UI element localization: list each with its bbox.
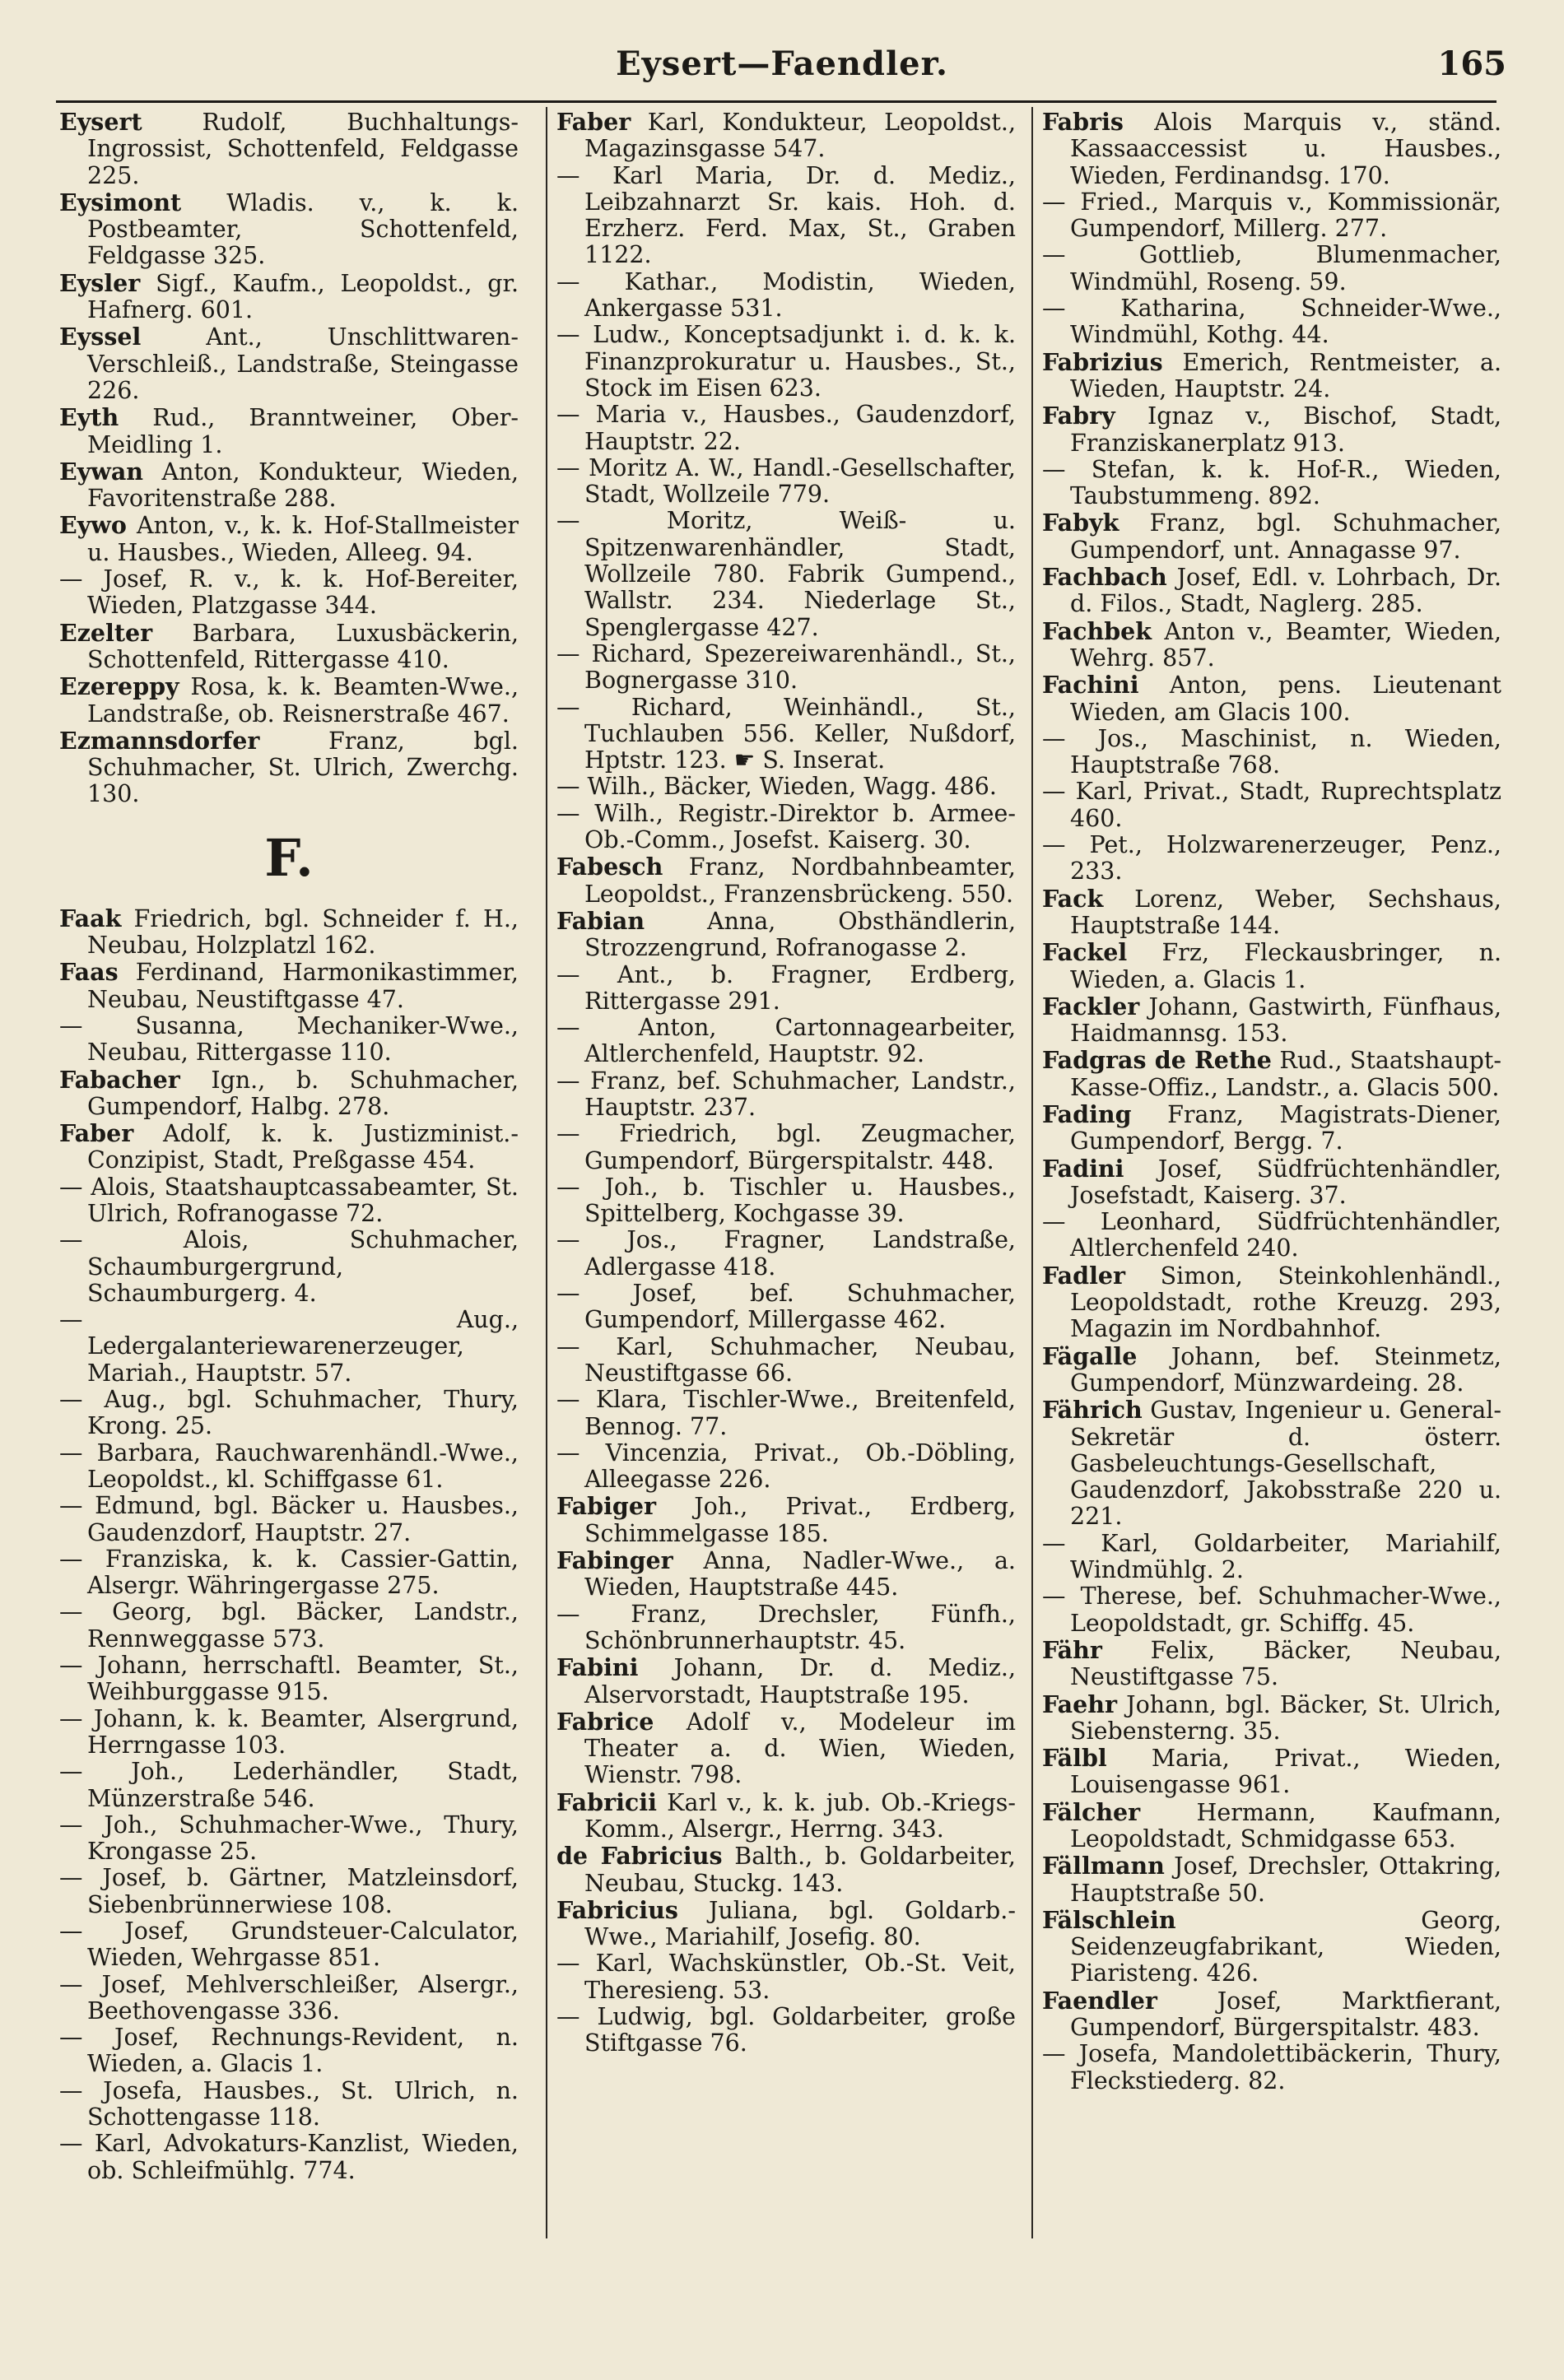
entry-details: Balth., b. Goldarbeiter, Neubau, Stuckg. 143. [584, 1843, 1016, 1897]
directory-entry [59, 1120, 519, 1174]
entry-details: — Wilh., Registr.-Direktor b. Armee-Ob.-Comm., Josefst. Kaiserg. 30. [556, 799, 1016, 854]
directory-entry [59, 2024, 519, 2078]
entry-details: Georg, Seidenzeugfabrikant, Wieden, Piaristeng. 426. [1070, 1906, 1501, 1987]
directory-entry [1042, 1047, 1501, 1101]
entry-surname: Faber [59, 1119, 134, 1148]
entry-details: Anton v., Beamter, Wieden, Wehrg. 857. [1070, 617, 1501, 672]
entry-details: — Ant., b. Fragner, Erdberg, Rittergasse 291. [556, 960, 1016, 1015]
directory-entry [1042, 672, 1501, 726]
page-title: Eysert—Faendler. [616, 44, 948, 83]
directory-entry [1042, 1262, 1501, 1343]
directory-entry [1042, 109, 1501, 189]
directory-entry [59, 1759, 519, 1812]
entry-surname: Eywan [59, 457, 144, 486]
entry-surname: Eyssel [59, 323, 142, 351]
entry-details: Frz, Fleckausbringer, n. Wieden, a. Glacis 1. [1070, 939, 1502, 993]
entry-surname: Fägalle [1042, 1341, 1138, 1370]
entry-surname: Eysimont [59, 188, 182, 216]
entry-details: — Johann, herrschaftl. Beamter, St., Weihburggasse 915. [59, 1652, 519, 1706]
directory-entry [556, 774, 1016, 800]
directory-entry [1042, 1343, 1501, 1397]
entry-details: Juliana, bgl. Goldarb.-Wwe., Mariahilf, Josefig. 80. [584, 1896, 1016, 1951]
entry-details: — Karl, Privat., Stadt, Ruprechtsplatz 460. [1042, 778, 1501, 832]
header-rule [56, 100, 1497, 103]
directory-entry [59, 1546, 519, 1600]
directory-entry [556, 1440, 1016, 1494]
entry-surname: Fälcher [1042, 1797, 1141, 1826]
entry-details: Anton, v., k. k. Hof-Stallmeister u. Hausbes., Wieden, Alleeg. 94. [87, 512, 519, 566]
directory-entry [556, 508, 1016, 640]
entry-surname: Eywo [59, 511, 127, 540]
directory-entry [59, 1440, 519, 1494]
directory-entry [1042, 939, 1501, 993]
directory-entry [59, 673, 519, 727]
entry-surname: Fack [1042, 884, 1104, 913]
directory-entry [59, 109, 519, 189]
directory-entry [556, 908, 1016, 962]
directory-entry [1042, 1155, 1501, 1210]
directory-entry [1042, 726, 1501, 779]
entry-details: — Katharina, Schneider-Wwe., Windmühl, Kothg. 44. [1042, 295, 1501, 349]
entry-details: Friedrich, bgl. Schneider f. H., Neubau, Holzplatzl 162. [87, 904, 519, 960]
entry-details: — Joh., Lederhändler, Stadt, Münzerstraße 546. [59, 1758, 519, 1812]
entry-surname: Fällmann [1042, 1852, 1165, 1880]
entry-surname: Fabris [1042, 108, 1124, 136]
directory-entry [556, 455, 1016, 509]
entry-details: Josef, Drechsler, Ottakring, Hauptstraße 50. [1070, 1852, 1502, 1907]
entry-details: Franz, bgl. Schuhmacher, Gumpendorf, unt. Annagasse 97. [1070, 509, 1502, 564]
directory-entry [59, 1227, 519, 1307]
entry-surname: Fabry [1042, 402, 1115, 430]
entry-surname: Eysler [59, 268, 141, 297]
directory-entry [1042, 1583, 1501, 1637]
entry-surname: Fackel [1042, 938, 1128, 967]
entry-details: Barbara, Luxusbäckerin, Schottenfeld, Rittergasse 410. [87, 619, 519, 673]
directory-entry [556, 962, 1016, 1016]
directory-entry [59, 2131, 519, 2184]
directory-entry [1042, 993, 1501, 1048]
entry-details: — Maria v., Hausbes., Gaudenzdorf, Hauptstr. 22. [556, 401, 1016, 455]
entry-details: — Aug., Ledergalanteriewarenerzeuger, Mariah., Hauptstr. 57. [59, 1306, 519, 1387]
directory-entry [1042, 349, 1501, 403]
directory-entry [59, 512, 519, 566]
directory-entry [1042, 295, 1501, 349]
entry-details: — Karl, Wachskünstler, Ob.-St. Veit, Theresieng. 53. [556, 1950, 1016, 2004]
entry-details: — Josefa, Mandolettibäckerin, Thury, Fleckstiederg. 82. [1042, 2040, 1501, 2094]
directory-entry [59, 323, 519, 404]
entry-details: Franz, bgl. Schuhmacher, St. Ulrich, Zwerchg. 130. [87, 727, 519, 808]
entry-details: — Jos., Maschinist, n. Wieden, Hauptstraße 768. [1042, 724, 1501, 779]
entry-details: Karl v., k. k. jub. Ob.-Kriegs-Komm., Alsergr., Herrng. 343. [584, 1788, 1016, 1843]
directory-entry [556, 1654, 1016, 1708]
directory-entry [556, 1950, 1016, 2004]
directory-entry [59, 1013, 519, 1067]
entry-details: Franz, Nordbahnbeamter, Leopoldst., Franzensbrückeng. 550. [584, 853, 1016, 908]
entry-details: — Josefa, Hausbes., St. Ulrich, n. Schottengasse 118. [59, 2076, 519, 2131]
entry-details: Adolf, k. k. Justizminist.-Conzipist, Stadt, Preßgasse 454. [87, 1120, 519, 1174]
entry-details: — Richard, Weinhändl., St., Tuchlauben 556. Keller, Nußdorf, Hptstr. 123. ☛ S. Inserat. [556, 693, 1016, 774]
directory-entry [556, 322, 1016, 402]
directory-entry [556, 1281, 1016, 1334]
page-number: 165 [1437, 44, 1506, 83]
entry-details: — Georg, bgl. Bäcker, Landstr., Rennweggasse 573. [59, 1598, 519, 1653]
entry-surname: Ezereppy [59, 672, 179, 701]
entry-surname: Fabacher [59, 1065, 180, 1094]
directory-entry [556, 1174, 1016, 1228]
entry-details: — Franz, Drechsler, Fünfh., Schönbrunnerhauptstr. 45. [556, 1600, 1016, 1654]
directory-entry [59, 1493, 519, 1546]
entry-details: Simon, Steinkohlenhändl., Leopoldstadt, rothe Kreuzg. 293, Magazin im Nordbahnhof. [1070, 1262, 1501, 1343]
entry-details: — Jos., Fragner, Landstraße, Adlergasse 418. [556, 1226, 1016, 1281]
entry-details: — Moritz, Weiß- u. Spitzenwarenhändler, Stadt, Wollzeile 780. Fabrik Gumpend., Wallstr. 234. Niederlage St., Spenglergasse 427. [556, 507, 1016, 641]
directory-entry [59, 1653, 519, 1706]
directory-entry [1042, 402, 1501, 457]
directory-entry [59, 1307, 519, 1387]
entry-details: — Karl, Goldarbeiter, Mariahilf, Windmühlg. 2. [1042, 1529, 1501, 1584]
column-divider [1031, 107, 1033, 2238]
entry-details: Gustav, Ingenieur u. General-Sekretär d. österr. Gasbeleuchtungs-Gesellschaft, Gaudenzdorf, Jakobsstraße 220 u. 221. [1070, 1397, 1501, 1531]
entry-details: Adolf v., Modeleur im Theater a. d. Wien, Wieden, Wienstr. 798. [584, 1708, 1016, 1789]
entry-surname: Faber [556, 108, 631, 136]
directory-entry [59, 1865, 519, 1918]
entry-details: — Ludwig, bgl. Goldarbeiter, große Stiftgasse 76. [556, 2003, 1016, 2057]
directory-entry [556, 109, 1016, 163]
directory-entry [59, 189, 519, 270]
entry-details: — Josef, bef. Schuhmacher, Gumpendorf, Millergasse 462. [556, 1280, 1016, 1334]
entry-details: Anna, Obsthändlerin, Strozzengrund, Rofranogasse 2. [584, 907, 1017, 962]
directory-entry [59, 905, 519, 960]
entry-surname: Fadgras de Rethe [1042, 1046, 1272, 1075]
directory-entry [1042, 1209, 1501, 1262]
entry-details: — Aug., bgl. Schuhmacher, Thury, Krong. 25. [59, 1386, 519, 1440]
directory-entry [1042, 509, 1501, 564]
entry-surname: Eysert [59, 108, 142, 136]
directory-entry [59, 1599, 519, 1653]
directory-entry [1042, 1691, 1501, 1745]
entry-details: — Leonhard, Südfrüchtenhändler, Altlerchenfeld 240. [1042, 1208, 1501, 1262]
entry-surname: Fabian [556, 906, 645, 935]
directory-entry [1042, 457, 1501, 510]
entry-surname: Fabrice [556, 1707, 654, 1736]
directory-entry [59, 458, 519, 513]
entry-details: Wladis. v., k. k. Postbeamter, Schottenfeld, Feldgasse 325. [87, 188, 519, 270]
directory-entry [59, 1812, 519, 1866]
entry-surname: de Fabricius [556, 1842, 723, 1871]
entry-details: Ignaz v., Bischof, Stadt, Franziskanerplatz 913. [1070, 402, 1502, 457]
entry-details: Anton, pens. Lieutenant Wieden, am Glacis 100. [1070, 672, 1501, 726]
entry-details: Lorenz, Weber, Sechshaus, Hauptstraße 144. [1070, 885, 1501, 939]
entry-surname: Fadler [1042, 1261, 1126, 1290]
entry-details: — Alois, Schuhmacher, Schaumburgergrund, Schaumburgerg. 4. [59, 1226, 519, 1307]
entry-details: Ferdinand, Harmonikastimmer, Neubau, Neustiftgasse 47. [87, 959, 519, 1013]
entry-details: Karl, Kondukteur, Leopoldst., Magazinsgasse 547. [584, 109, 1017, 163]
directory-entry [59, 959, 519, 1013]
entry-details: — Karl, Schuhmacher, Neubau, Neustiftgasse 66. [556, 1332, 1016, 1387]
entry-surname: Ezelter [59, 618, 153, 647]
entry-details: — Franz, bef. Schuhmacher, Landstr., Hauptstr. 237. [556, 1067, 1016, 1121]
directory-entry [556, 1601, 1016, 1655]
column-2 [556, 109, 1016, 2057]
directory-entry [556, 1387, 1016, 1440]
entry-surname: Fachbek [1042, 616, 1152, 645]
entry-details: — Franziska, k. k. Cassier-Gattin, Alsergr. Währingergasse 275. [59, 1545, 519, 1600]
directory-entry [556, 853, 1016, 908]
entry-details: — Josef, Grundsteuer-Calculator, Wieden, Wehrgasse 851. [59, 1917, 519, 1972]
entry-details: — Edmund, bgl. Bäcker u. Hausbes., Gaudenzdorf, Hauptstr. 27. [59, 1492, 519, 1546]
entry-surname: Fabricius [556, 1895, 678, 1924]
directory-entry [556, 1121, 1016, 1174]
directory-entry [556, 1789, 1016, 1843]
directory-entry [556, 1227, 1016, 1281]
entry-details: — Joh., b. Tischler u. Hausbes., Spittelberg, Kochgasse 39. [556, 1173, 1016, 1228]
directory-entry [59, 620, 519, 674]
column-3 [1042, 109, 1501, 2094]
directory-entry [556, 1334, 1016, 1388]
entry-surname: Fabiger [556, 1492, 656, 1521]
directory-entry [1042, 1907, 1501, 1987]
entry-details: Maria, Privat., Wieden, Louisengasse 961. [1070, 1745, 1501, 1799]
entry-details: — Johann, k. k. Beamter, Alsergrund, Herrngasse 103. [59, 1704, 519, 1759]
entry-surname: Fabesch [556, 853, 663, 881]
entry-details: — Gottlieb, Blumenmacher, Windmühl, Roseng. 59. [1042, 241, 1501, 295]
directory-entry [59, 727, 519, 808]
entry-details: Josef, Marktfierant, Gumpendorf, Bürgerspitalstr. 483. [1070, 1987, 1502, 2042]
entry-details: — Josef, b. Gärtner, Matzleinsdorf, Siebenbrünnerwiese 108. [59, 1864, 519, 1918]
directory-entry [1042, 1852, 1501, 1907]
entry-details: — Josef, R. v., k. k. Hof-Bereiter, Wieden, Platzgasse 344. [59, 565, 519, 620]
directory-entry [1042, 779, 1501, 832]
entry-details: — Fried., Marquis v., Kommissionär, Gumpendorf, Millerg. 277. [1042, 188, 1501, 243]
directory-entry [59, 270, 519, 324]
directory-entry [1042, 189, 1501, 243]
entry-surname: Fabinger [556, 1546, 673, 1575]
entry-details: — Alois, Staatshauptcassabeamter, St. Ulrich, Rofranogasse 72. [59, 1173, 519, 1227]
entry-details: Joh., Privat., Erdberg, Schimmelgasse 185. [584, 1493, 1017, 1547]
entry-details: — Richard, Spezereiwarenhändl., St., Bognergasse 310. [556, 639, 1016, 695]
entry-surname: Fachini [1042, 671, 1139, 700]
directory-entry [556, 1068, 1016, 1122]
entry-details: — Susanna, Mechaniker-Wwe., Neubau, Rittergasse 110. [59, 1011, 519, 1067]
entry-surname: Fähr [1042, 1635, 1102, 1664]
section-heading: F. [264, 827, 314, 888]
directory-entry [556, 163, 1016, 269]
directory-entry [1042, 1987, 1501, 2042]
directory-entry [59, 1387, 519, 1440]
entry-details: Ant., Unschlittwaren-Verschleiß., Landstraße, Steingasse 226. [87, 323, 519, 404]
column-divider [546, 107, 547, 2238]
entry-details: Hermann, Kaufmann, Leopoldstadt, Schmidgasse 653. [1070, 1798, 1501, 1852]
entry-surname: Fälbl [1042, 1744, 1107, 1773]
entry-surname: Fadini [1042, 1154, 1124, 1183]
entry-details: — Josef, Rechnungs-Revident, n. Wieden, a. Glacis 1. [59, 2024, 519, 2078]
entry-surname: Fabini [556, 1653, 639, 1682]
directory-entry [59, 1918, 519, 1972]
directory-entry [556, 1547, 1016, 1601]
entry-details: — Josef, Mehlverschleißer, Alsergr., Beethovengasse 336. [59, 1970, 519, 2024]
entry-details: — Kathar., Modistin, Wieden, Ankergasse 531. [556, 267, 1016, 323]
directory-entry [1042, 2041, 1501, 2094]
entry-details: Alois Marquis v., ständ. Kassaaccessist u. Hausbes., Wieden, Ferdinandsg. 170. [1070, 109, 1501, 189]
directory-entry [1042, 886, 1501, 940]
directory-entry [59, 404, 519, 458]
entry-surname: Fährich [1042, 1396, 1143, 1425]
entry-details: Rud., Branntweiner, Ober-Meidling 1. [87, 404, 519, 458]
entry-details: Felix, Bäcker, Neubau, Neustiftgasse 75. [1070, 1636, 1501, 1691]
directory-entry [59, 1706, 519, 1759]
entry-details: Ign., b. Schuhmacher, Gumpendorf, Halbg. 278. [87, 1066, 519, 1120]
entry-details: — Stefan, k. k. Hof-R., Wieden, Taubstummeng. 892. [1042, 455, 1501, 510]
entry-details: Rudolf, Buchhaltungs-Ingrossist, Schottenfeld, Feldgasse 225. [87, 109, 519, 189]
entry-details: Johann, Gastwirth, Fünfhaus, Haidmannsg. 153. [1070, 992, 1502, 1048]
directory-entry [556, 1897, 1016, 1951]
directory-entry [59, 1174, 519, 1228]
directory-entry [1042, 1745, 1501, 1799]
entry-details: — Friedrich, bgl. Zeugmacher, Gumpendorf, Bürgerspitalstr. 448. [556, 1120, 1016, 1174]
entry-surname: Faas [59, 958, 119, 987]
directory-entry [59, 1067, 519, 1121]
directory-entry [1042, 1637, 1501, 1691]
directory-entry [1042, 564, 1501, 618]
directory-entry [556, 269, 1016, 323]
entry-details: Rosa, k. k. Beamten-Wwe., Landstraße, ob. Reisnerstraße 467. [87, 673, 519, 727]
directory-entry [1042, 832, 1501, 886]
entry-details: Anton, Kondukteur, Wieden, Favoritenstraße 288. [87, 458, 519, 513]
entry-details: Sigf., Kaufm., Leopoldst., gr. Hafnerg. 601. [87, 269, 519, 324]
directory-entry [556, 1493, 1016, 1547]
directory-entry [556, 1015, 1016, 1068]
entry-details: — Anton, Cartonnagearbeiter, Altlerchenfeld, Hauptstr. 92. [556, 1014, 1016, 1068]
entry-surname: Faehr [1042, 1690, 1118, 1718]
entry-surname: Fabyk [1042, 509, 1119, 537]
directory-entry [556, 2004, 1016, 2057]
directory-entry [1042, 1531, 1501, 1584]
entry-surname: Fabricii [556, 1787, 657, 1816]
entry-details: Emerich, Rentmeister, a. Wieden, Hauptstr. 24. [1070, 348, 1502, 402]
directory-entry [1042, 618, 1501, 672]
entry-surname: Fabrizius [1042, 347, 1163, 376]
entry-details: — Klara, Tischler-Wwe., Breitenfeld, Bennog. 77. [556, 1386, 1016, 1440]
entry-surname: Faendler [1042, 1986, 1157, 2015]
entry-details: Franz, Magistrats-Diener, Gumpendorf, Bergg. 7. [1070, 1100, 1501, 1155]
directory-entry [556, 1708, 1016, 1789]
entry-details: — Therese, bef. Schuhmacher-Wwe., Leopoldstadt, gr. Schiffg. 45. [1042, 1583, 1501, 1637]
entry-details: — Karl, Advokaturs-Kanzlist, Wieden, ob. Schleifmühlg. 774. [59, 2130, 519, 2184]
directory-entry [556, 402, 1016, 455]
directory-entry [1042, 1397, 1501, 1530]
entry-details: Johann, bgl. Bäcker, St. Ulrich, Siebensterng. 35. [1070, 1690, 1501, 1745]
entry-details: — Ludw., Konceptsadjunkt i. d. k. k. Finanzprokuratur u. Hausbes., St., Stock im Eisen 623. [556, 321, 1016, 402]
directory-entry [59, 2078, 519, 2131]
directory-entry [1042, 1799, 1501, 1853]
entry-details: Anna, Nadler-Wwe., a. Wieden, Hauptstraße 445. [584, 1547, 1016, 1601]
directory-entry [556, 641, 1016, 695]
entry-details: Josef, Edl. v. Lohrbach, Dr. d. Filos., Stadt, Naglerg. 285. [1070, 564, 1502, 618]
entry-details: — Joh., Schuhmacher-Wwe., Thury, Krongasse 25. [59, 1811, 519, 1866]
entry-details: — Pet., Holzwarenerzeuger, Penz., 233. [1042, 831, 1501, 886]
entry-details: Rud., Staatshaupt-Kasse-Offiz., Landstr., a. Glacis 500. [1070, 1047, 1502, 1101]
directory-entry [556, 801, 1016, 854]
entry-surname: Eyth [59, 403, 119, 432]
entry-details: — Wilh., Bäcker, Wieden, Wagg. 486. [556, 773, 997, 801]
entry-surname: Fälschlein [1042, 1905, 1176, 1934]
directory-entry [1042, 1101, 1501, 1155]
entry-details: — Moritz A. W., Handl.-Gesellschafter, Stadt, Wollzeile 779. [556, 453, 1016, 509]
entry-surname: Faak [59, 904, 122, 932]
entry-details: Johann, bef. Steinmetz, Gumpendorf, Münzwardeing. 28. [1070, 1342, 1501, 1397]
directory-entry [1042, 242, 1501, 295]
entry-surname: Fading [1042, 1099, 1132, 1128]
entry-surname: Fachbach [1042, 563, 1167, 592]
entry-details: Johann, Dr. d. Mediz., Alservorstadt, Hauptstraße 195. [584, 1654, 1017, 1708]
directory-entry [556, 1843, 1016, 1897]
entry-surname: Fackler [1042, 992, 1140, 1020]
directory-entry [59, 1972, 519, 2025]
directory-entry [556, 695, 1016, 774]
entry-details: — Vincenzia, Privat., Ob.-Döbling, Alleegasse 226. [556, 1439, 1016, 1494]
entry-details: Josef, Südfrüchtenhändler, Josefstadt, Kaiserg. 37. [1070, 1155, 1501, 1209]
entry-details: — Barbara, Rauchwarenhändl.-Wwe., Leopoldst., kl. Schiffgasse 61. [59, 1439, 519, 1493]
column-1 [59, 109, 519, 2184]
entry-details: — Karl Maria, Dr. d. Mediz., Leibzahnarzt Sr. kais. Hoh. d. Erzherz. Ferd. Max, St., Graben 1122. [556, 161, 1016, 269]
entry-surname: Ezmannsdorfer [59, 726, 260, 755]
directory-entry [59, 566, 519, 620]
